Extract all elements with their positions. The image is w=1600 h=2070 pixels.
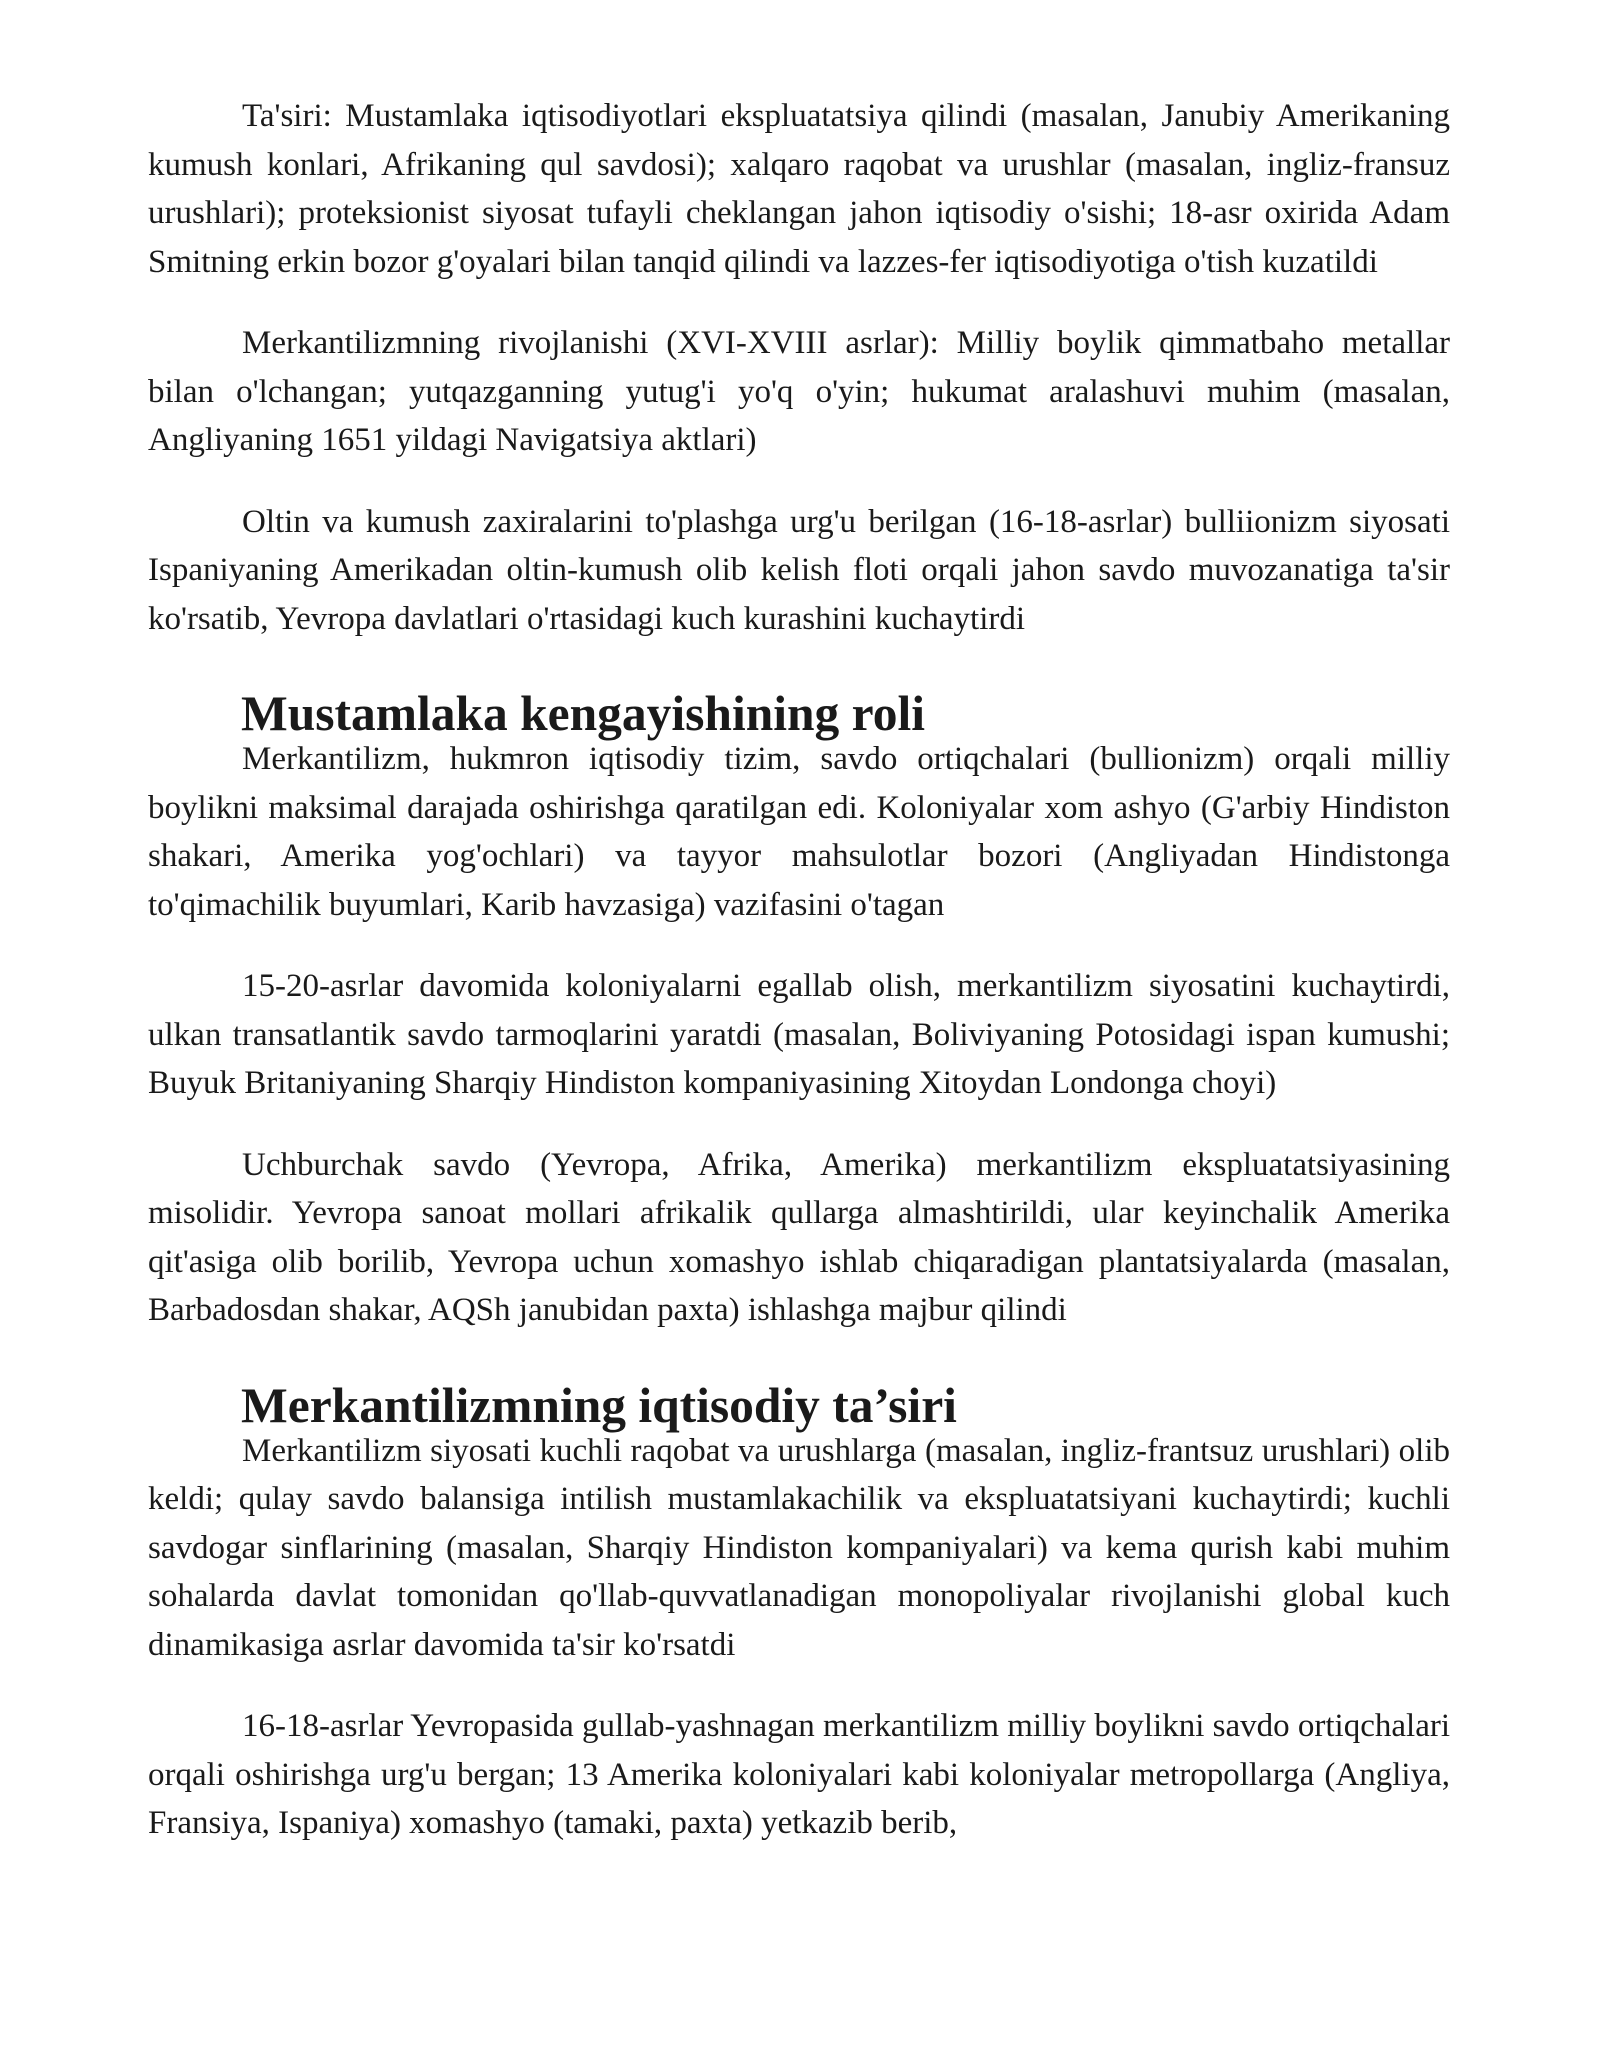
- paragraph-colony-acquisition: 15-20-asrlar davomida koloniyalarni egallab olish, merkantilizm siyosatini kuchaytirdi, ulkan transatlantik savdo tarmoqlarini yaratdi (masalan, Boliviyaning Potosidagi ispan kumushi; Buyuk Britaniyaning Sharqiy Hindiston kompaniyasining Xitoydan Londonga choyi): [148, 968, 1450, 1101]
- section-heading-economic-impact: Merkantilizmning iqtisodiy ta’siri: [241, 1377, 957, 1433]
- document-page: [148, 92, 1450, 1848]
- paragraph-mercantilism-development: Merkantilizmning rivojlanishi (XVI-XVIII asrlar): Milliy boylik qimmatbaho metallar bilan o'lchangan; yutqazganning yutug'i yo'q o'yin; hukumat aralashuvi muhim (masalan, Angliyaning 1651 yildagi Navigatsiya aktlari): [148, 325, 1450, 458]
- paragraph-colonies-role: Merkantilizm, hukmron iqtisodiy tizim, savdo ortiqchalari (bullionizm) orqali milliy boylikni maksimal darajada oshirishga qaratilgan edi. Koloniyalar xom ashyo (G'arbiy Hindiston shakari, Amerika yog'ochlari) va tayyor mahsulotlar bozori (Angliyadan Hindistonga to'qimachilik buyumlari, Karib havzasiga) vazifasini o'tagan: [148, 741, 1450, 923]
- paragraph-mercantilist-policy: Merkantilizm siyosati kuchli raqobat va urushlarga (masalan, ingliz-frantsuz urushlari) olib keldi; qulay savdo balansiga intilish mustamlakachilik va ekspluatatsiyani kuchaytirdi; kuchli savdogar sinflarining (masalan, Sharqiy Hindiston kompaniyalari) va kema qurish kabi muhim sohalarda davlat tomonidan qo'llab-quvvatlanadigan monopoliyalar rivojlanishi global kuch dinamikasiga asrlar davomida ta'sir ko'rsatdi: [148, 1432, 1450, 1663]
- paragraph-european-mercantilism: 16-18-asrlar Yevropasida gullab-yashnagan merkantilizm milliy boylikni savdo ortiqchalari orqali oshirishga urg'u bergan; 13 Amerika koloniyalari kabi koloniyalar metropollarga (Angliya, Fransiya, Ispaniya) xomashyo (tamaki, paxta) yetkazib berib,: [148, 1708, 1450, 1841]
- paragraph-impact: Ta'siri: Mustamlaka iqtisodiyotlari ekspluatatsiya qilindi (masalan, Janubiy Amerikaning kumush konlari, Afrikaning qul savdosi); xalqaro raqobat va urushlar (masalan, ingliz-fransuz urushlari); proteksionist siyosat tufayli cheklangan jahon iqtisodiy o'sishi; 18-asr oxirida Adam Smitning erkin bozor g'oyalari bilan tanqid qilindi va lazzes-fer iqtisodiyotiga o'tish kuzatildi: [148, 98, 1450, 280]
- paragraph-bullionism: Oltin va kumush zaxiralarini to'plashga urg'u berilgan (16-18-asrlar) bulliionizm siyosati Ispaniyaning Amerikadan oltin-kumush olib kelish floti orqali jahon savdo muvozanatiga ta'sir ko'rsatib, Yevropa davlatlari o'rtasidagi kuch kurashini kuchaytirdi: [148, 503, 1450, 637]
- section-heading-colonial-expansion: Mustamlaka kengayishining roli: [241, 686, 925, 741]
- paragraph-triangular-trade: Uchburchak savdo (Yevropa, Afrika, Amerika) merkantilizm ekspluatatsiyasining misolidir. Yevropa sanoat mollari afrikalik qullarga almashtirildi, ular keyinchalik Amerika qit'asiga olib borilib, Yevropa uchun xomashyo ishlab chiqaradigan plantatsiyalarda (masalan, Barbadosdan shakar, AQSh janubidan paxta) ishlashga majbur qilindi: [148, 1146, 1450, 1328]
